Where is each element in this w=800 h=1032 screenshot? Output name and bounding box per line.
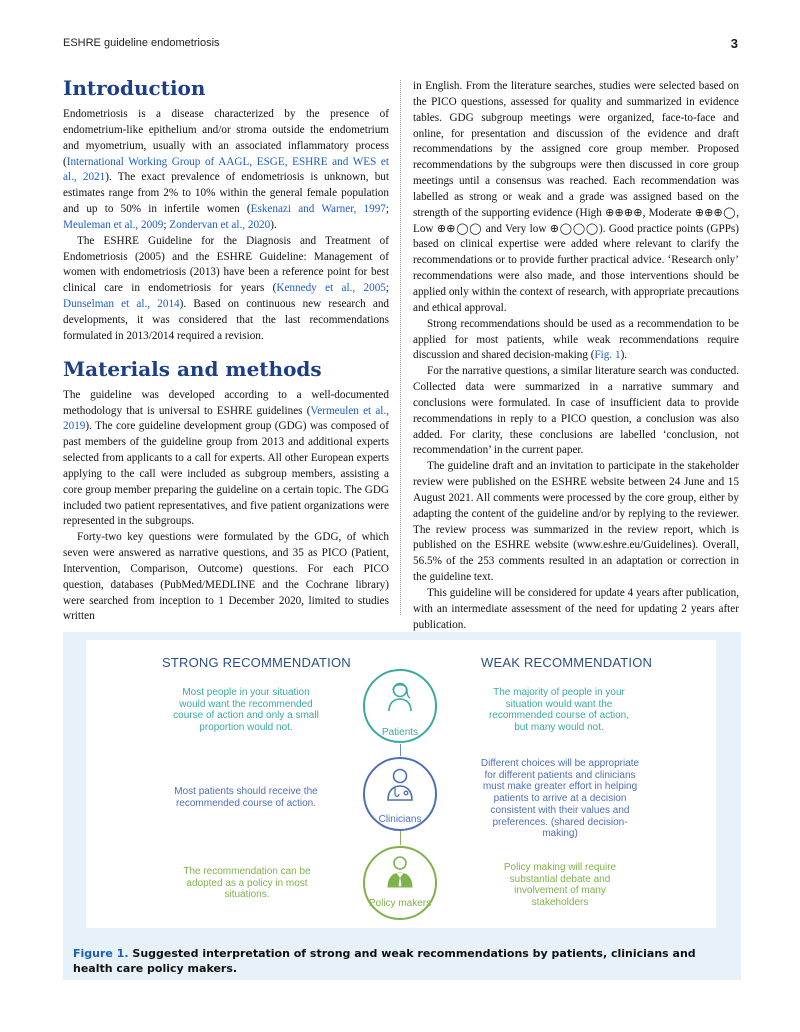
citation-link[interactable]: Fig. 1 [594,349,621,362]
figure-caption [73,946,733,976]
strong-policy-text: The recommendation can be adopted as a policy in most situations. [183,866,311,901]
methods-paragraph-5: For the narrative questions, a similar literature search was conducted. Collected data were summarized in a narrative summary and conclusions were formulated. In case of insufficient data to provide recommendations in reply to a PICO question, a conclusion was also added. For clarity, these conclusions are labelled ‘conclusion, not recommendation’ in the current paper. [413,365,739,457]
running-head: ESHRE guideline endometriosis [63,37,220,49]
patient-icon [383,679,417,713]
introduction-heading: Introduction [63,76,206,100]
citation-link[interactable]: Meuleman et al., 2009 [63,218,164,231]
intro-paragraph-1: Endometriosis is a disease characterized by the presence of endometrium-like epithelium and/or stroma outside the endometrium and myometrium, usually with an associated inflammatory process (International Working Group of AAGL, ESGE, ESHRE and WES et al., 2021). The exact prevalence of endometriosis is unknown, but estimates range from 2% to 10% within the general female population and up to 50% in infertile women (Eskenazi and Warner, 1997; Meuleman et al., 2009; Zondervan et al., 2020). [63,108,389,231]
patients-label: Patients [381,727,419,738]
clinicians-label: Clinicians [378,814,422,825]
column-divider [400,80,401,615]
page-number: 3 [730,36,738,51]
strong-patients-text: Most people in your situation would want the recommended course of action and only a small proportion would not. [173,687,319,734]
methods-heading: Materials and methods [63,356,322,381]
connector-line [400,831,401,845]
citation-link[interactable]: Eskenazi and Warner, 1997 [250,203,386,216]
methods-paragraph-7: This guideline will be considered for update 4 years after publication, with an intermediate assessment of the need for updating 2 years after publication. [413,587,739,631]
citation-link[interactable]: Kennedy et al., 2005 [276,282,386,295]
figure-caption-text: Suggested interpretation of strong and weak recommendations by patients, clinicians and health care policy makers. [73,947,696,975]
citation-link[interactable]: Dunselman et al., 2014 [63,298,180,311]
weak-patients-text: The majority of people in your situation would want the recommended course of action, but many would not. [488,687,630,734]
right-column [413,79,739,634]
strong-recommendation-heading: STRONG RECOMMENDATION [162,655,351,670]
weak-recommendation-heading: WEAK RECOMMENDATION [481,655,653,670]
citation-link[interactable]: International Working Group of AAGL, ESGE, ESHRE and WES et al., 2021 [63,155,389,184]
methods-paragraph-4: Strong recommendations should be used as a recommendation to be applied for most patients, while weak recommendations require discussion and shared decision-making (Fig. 1). [413,317,739,362]
methods-paragraph-2: Forty-two key questions were formulated by the GDG, of which seven were answered as narrative questions, and 35 as PICO (Patient, Intervention, Comparison, Outcome) questions. For each PICO question, databases (PubMed/MEDLINE and the Cochrane library) were searched from inception to 1 December 2020, limited to studies written [63,531,389,623]
figure-caption-label: Figure 1. [73,947,129,960]
policy-maker-icon [383,854,417,888]
citation-link[interactable]: Zondervan et al., 2020 [169,218,271,231]
methods-paragraph-6: The guideline draft and an invitation to participate in the stakeholder review were published on the ESHRE website between 24 June and 15 August 2021. All comments were processed by the core group, either by adapting the content of the guideline and/or by replying to the reviewer. The review process was summarized in the review report, which is published on the ESHRE website (www.eshre.eu/Guidelines). Overall, 56.5% of the 253 comments resulted in an adaptation or correction in the guideline text. [413,460,739,584]
citation-link[interactable]: Vermeulen et al., 2019 [63,404,389,433]
methods-paragraph-3: in English. From the literature searches, studies were selected based on the PICO questions, assessed for quality and summarized in evidence tables. GDG subgroup meetings were organized, face-to-face and online, for presentation and discussion of the evidence and draft recommendations by the assigned core group member. Proposed recommendations by the subgroups were then discussed in core group meetings until a consensus was reached. Each recommendation was labelled as strong or weak and a grade was assigned based on the strength of the supporting evidence (High ⊕⊕⊕⊕, Moderate ⊕⊕⊕◯, Low ⊕⊕◯◯ and Very low ⊕◯◯◯). Good practice points (GPPs) based on clinical expertise were added where relevant to clarify the recommendations or to provide further practical advice. ‘Research only’ recommendations were also made, and those interventions should be applied only within the context of research, with appropriate precautions and ethical approval. [413,80,739,314]
intro-paragraph-2: The ESHRE Guideline for the Diagnosis and Treatment of Endometriosis (2005) and the ESHRE Guideline: Management of women with endometriosis (2013) have been a reference point for best clinical care in endometriosis for years (Kennedy et al., 2005; Dunselman et al., 2014). Based on continuous new research and developments, it was considered that the last recommendations formulated in 2013/2014 required a revision. [63,234,390,342]
connector-line [400,744,401,756]
strong-clinicians-text: Most patients should receive the recommended course of action. [174,786,318,809]
left-column [63,76,389,625]
weak-policy-text: Policy making will require substantial debate and involvement of many stakeholders [503,862,617,909]
clinician-icon [383,766,417,802]
methods-paragraph-1: The guideline was developed according to a well-documented methodology that is universal to ESHRE guidelines (Vermeulen et al., 2019). The core guideline development group (GDG) was composed of past members of the guideline group from 2013 and additional experts selected from applicants to a call for experts. All other European experts applying to the call were included as subgroup members, assisting a core group member preparing the guideline on a certain topic. The GDG included two patient representatives, and five patient organizations were represented in the subgroups. [63,388,389,528]
policy-makers-label: Policy makers [368,898,432,909]
weak-clinicians-text: Different choices will be appropriate for different patients and clinicians must make greater effort in helping patients to arrive at a decision consistent with their values and preferences. (shared decision- making) [480,758,640,840]
